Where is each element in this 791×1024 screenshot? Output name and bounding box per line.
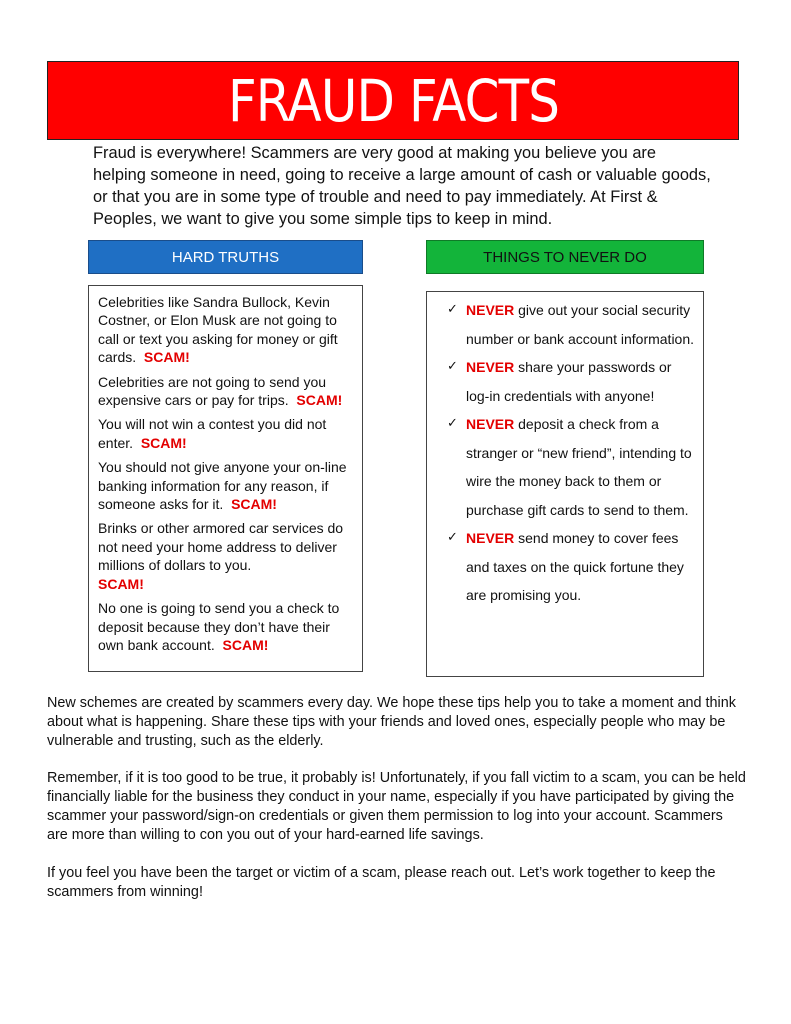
checkmark-icon: ✓ [447,416,458,431]
hard-truth-text: Celebrities are not going to send you expensive cars or pay for trips. [98,373,327,409]
never-keyword: NEVER [466,302,515,318]
never-do-header-label: THINGS TO NEVER DO [483,248,647,266]
hard-truth-text: You will not win a contest you did not enter. [98,416,327,451]
never-do-text: share your passwords or log-in credentials with anyone! [466,359,672,404]
scam-tag: SCAM! [140,434,187,451]
hard-truth-item [98,458,353,513]
checkmark-icon: ✓ [447,359,458,374]
hard-truth-item [98,293,353,367]
never-do-item [447,410,695,524]
never-do-item [447,353,695,410]
body-paragraph: New schemes are created by scammers every day. We hope these tips help you to take a moment and think about what is happening. Share these tips with your friends and loved ones, especially people who may be vulnerable and trusting, such as the elderly. [47,695,736,749]
hard-truth-text: Celebrities like Sandra Bullock, Kevin Costner, or Elon Musk are not going to call or text you asking for money or gift cards. [98,294,338,366]
never-do-text: send money to cover fees and taxes on the quick fortune they are promising you. [466,530,684,603]
hard-truth-text: Brinks or other armored car services do not need your home address to deliver millions of dollars to you. [98,520,344,574]
hard-truth-text: You should not give anyone your on-line banking information for any reason, if someone asks for it. [98,459,347,513]
never-do-item [447,524,695,610]
body-paragraph: Remember, if it is too good to be true, it probably is! Unfortunately, if you fall victim to a scam, you can be held financially liable for the business they conduct in your name, especially if you have participated by giving the scammer your password/sign-on credentials or given them permission to log into your account. Scammers are more than willing to con you out of your hard-earned life savings. [47,770,746,843]
page-title: FRAUD FACTS [227,66,559,135]
hard-truths-box [88,285,363,672]
hard-truths-header-label: HARD TRUTHS [171,248,280,266]
never-do-header [426,240,704,274]
hard-truth-text: No one is going to send you a check to deposit because they don’t have their own bank account. [98,600,340,653]
hard-truth-item [98,519,353,593]
scam-tag: SCAM! [98,575,144,592]
never-do-text: give out your social security number or bank account information. [466,302,695,347]
hard-truth-item [98,415,353,452]
scam-tag: SCAM! [143,349,190,366]
title-banner [47,61,739,140]
never-do-item [447,296,695,353]
hard-truths-header [88,240,363,274]
never-do-box [426,291,704,677]
never-keyword: NEVER [466,416,515,432]
never-do-list [447,296,695,610]
never-do-text: deposit a check from a stranger or “new friend”, intending to wire the money back to them or purchase gift cards to send to them. [466,416,692,518]
intro-text: Fraud is everywhere! Scammers are very good at making you believe you are helping someone in need, going to receive a large amount of cash or valuable goods, or that you are in some type of trouble and need to pay immediately. At First & Peoples, we want to give you some simple tips to keep in mind. [93,144,711,228]
scam-tag: SCAM! [296,392,343,409]
hard-truth-item [98,599,353,654]
never-keyword: NEVER [466,359,515,375]
hard-truth-item [98,373,353,410]
checkmark-icon: ✓ [447,302,458,317]
checkmark-icon: ✓ [447,530,458,545]
scam-tag: SCAM! [222,636,269,653]
scam-tag: SCAM! [231,496,277,513]
never-keyword: NEVER [466,530,515,546]
body-paragraph: If you feel you have been the target or victim of a scam, please reach out. Let’s work together to keep the scammers from winning! [47,865,716,900]
